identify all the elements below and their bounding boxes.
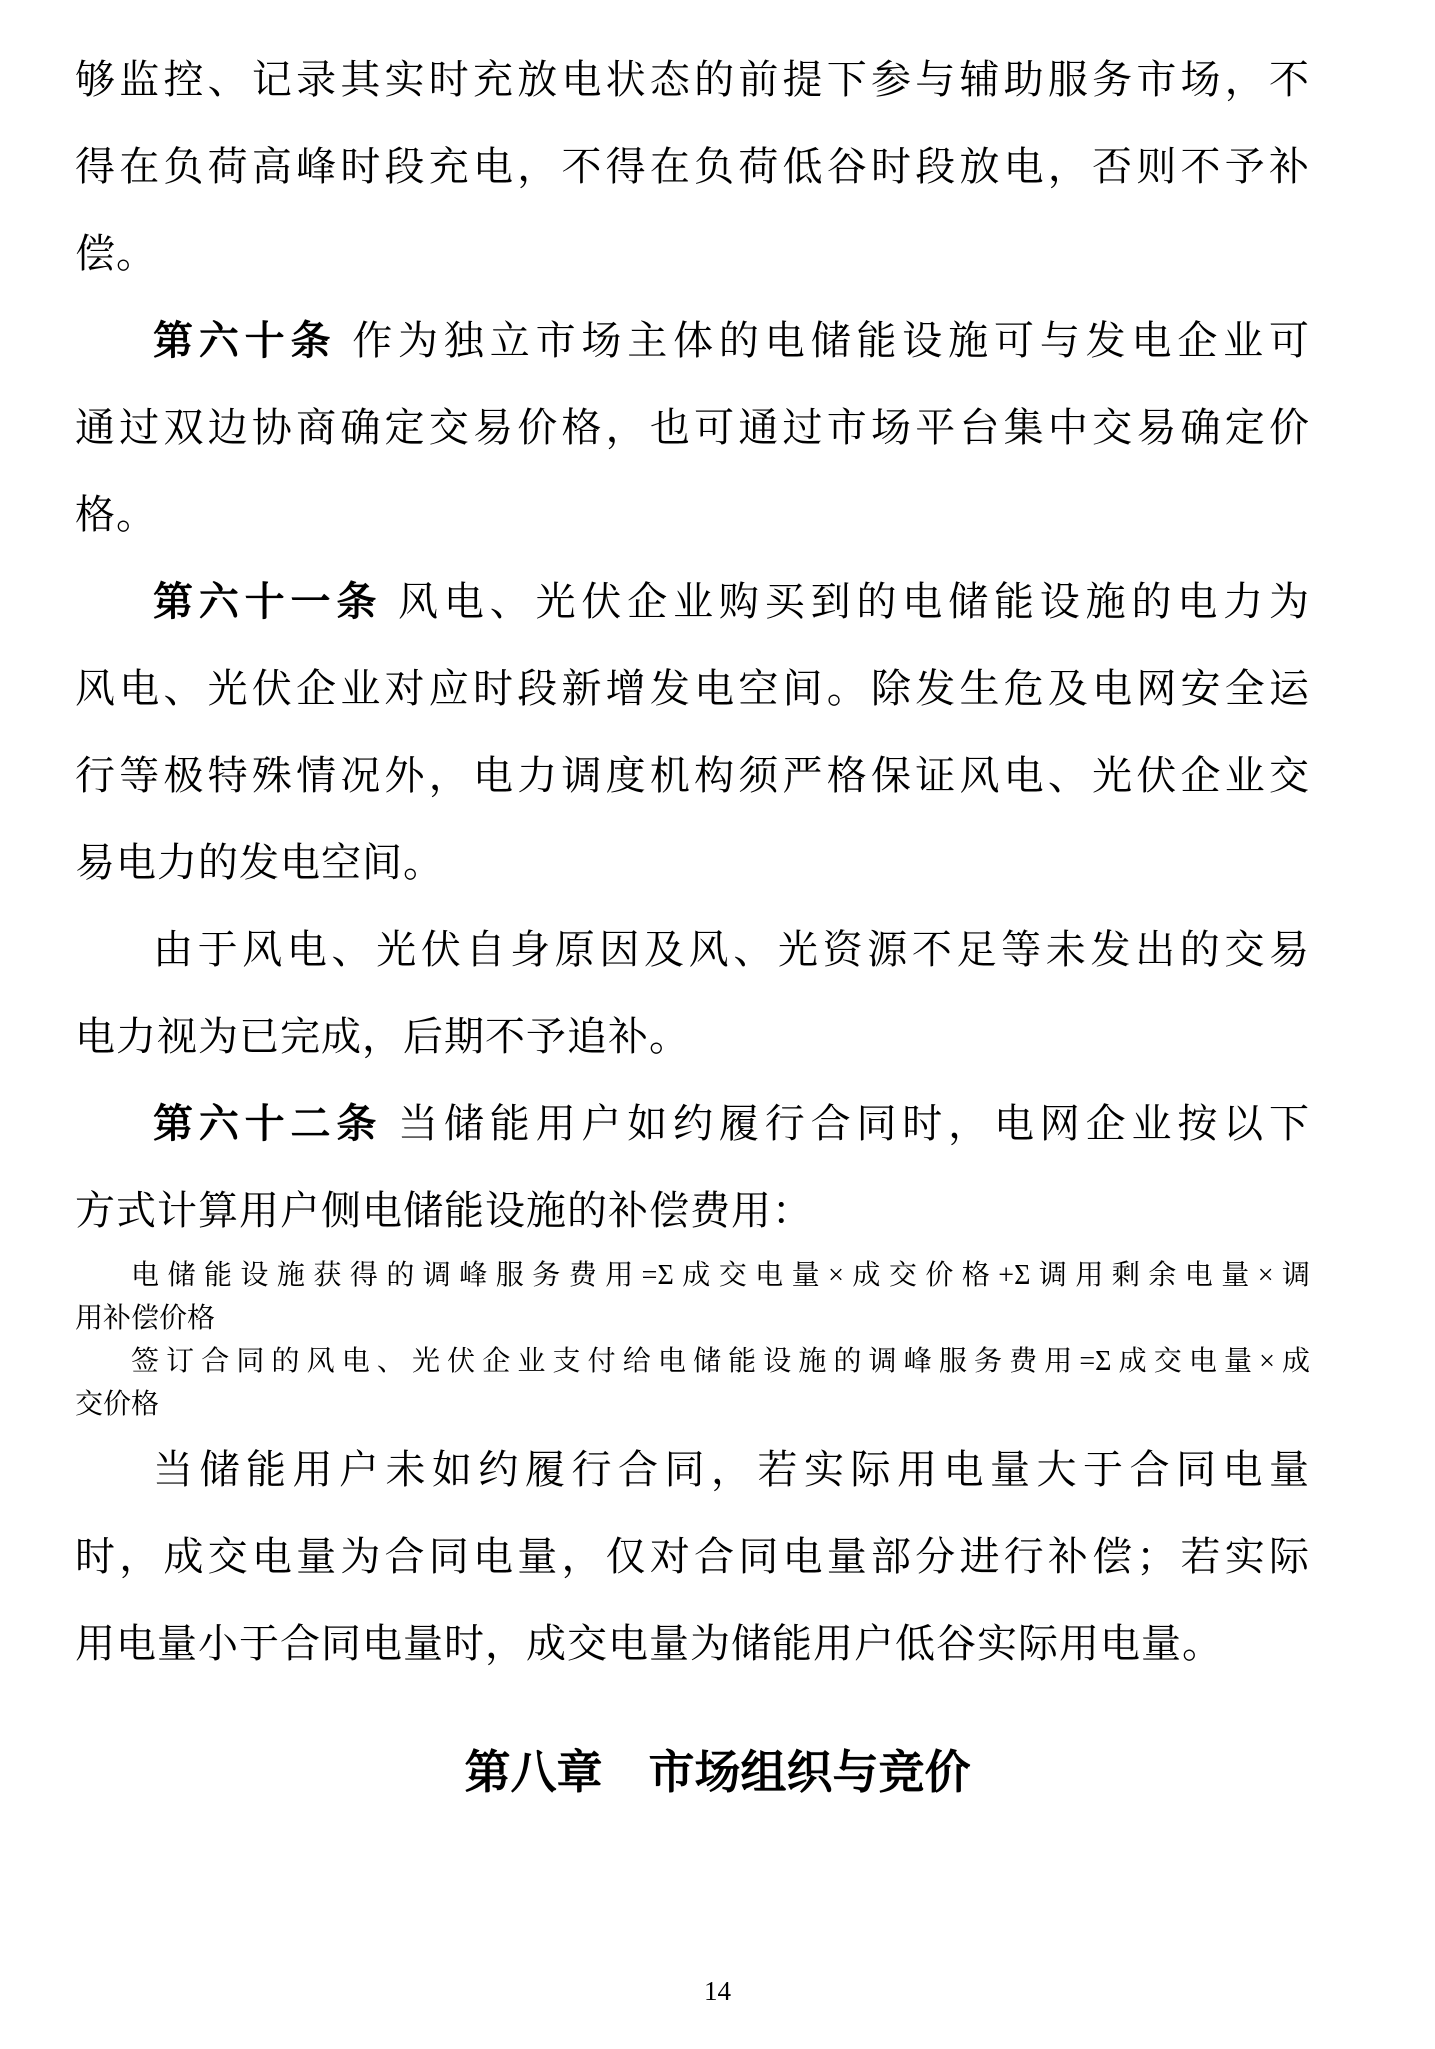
chapter-heading: 第八章 市场组织与竞价 — [464, 1747, 971, 1798]
text-line: 易电力的发电空间。 — [75, 840, 444, 885]
body-paragraph — [75, 36, 1310, 297]
text-line: 第六十一条 风电、光伏企业购买到的电储能设施的电力为 — [153, 579, 1311, 624]
text-line: 风电、光伏企业对应时段新增发电空间。除发生危及电网安全运 — [75, 666, 1310, 711]
text-line: 时，成交电量为合同电量，仅对合同电量部分进行补偿；若实际 — [75, 1534, 1310, 1579]
document-body-text — [75, 36, 1310, 1687]
article-number: 第六十二条 — [153, 1101, 383, 1146]
text-line: 由于风电、光伏自身原因及风、光资源不足等未发出的交易 — [153, 927, 1310, 972]
body-paragraph — [75, 558, 1310, 906]
text-line: 格。 — [75, 492, 157, 537]
text-line: 第六十二条 当储能用户如约履行合同时，电网企业按以下 — [153, 1101, 1311, 1146]
article-number: 第六十条 — [153, 318, 337, 363]
body-paragraph — [75, 297, 1310, 558]
body-paragraph — [75, 1426, 1310, 1687]
body-paragraph — [75, 906, 1310, 1080]
text-line: 得在负荷高峰时段充电，不得在负荷低谷时段放电，否则不予补 — [75, 144, 1310, 189]
text-line: 电力视为已完成，后期不予追补。 — [75, 1014, 690, 1059]
text-line: 够监控、记录其实时充放电状态的前提下参与辅助服务市场，不 — [75, 57, 1310, 102]
body-paragraph — [75, 1080, 1310, 1254]
text-line: 方式计算用户侧电储能设施的补偿费用： — [75, 1188, 813, 1233]
text-line: 用电量小于合同电量时，成交电量为储能用户低谷实际用电量。 — [75, 1621, 1223, 1666]
text-line: 当储能用户未如约履行合同，若实际用电量大于合同电量 — [153, 1447, 1310, 1492]
article-number: 第六十一条 — [153, 579, 383, 624]
text-line: 第六十条 作为独立市场主体的电储能设施可与发电企业可 — [153, 318, 1311, 363]
text-line: 用补偿价格 — [75, 1303, 216, 1334]
text-line: 行等极特殊情况外，电力调度机构须严格保证风电、光伏企业交 — [75, 753, 1310, 798]
text-line: 偿。 — [75, 231, 157, 276]
text-line: 电储能设施获得的调峰服务费用=Σ成交电量×成交价格+Σ调用剩余电量×调 — [131, 1260, 1310, 1291]
formula-paragraph — [75, 1254, 1310, 1426]
text-line: 签订合同的风电、光伏企业支付给电储能设施的调峰服务费用=Σ成交电量×成 — [131, 1346, 1310, 1377]
text-line: 通过双边协商确定交易价格，也可通过市场平台集中交易确定价 — [75, 405, 1310, 450]
text-line: 交价格 — [75, 1389, 160, 1420]
page-number: 14 — [704, 1976, 731, 2006]
